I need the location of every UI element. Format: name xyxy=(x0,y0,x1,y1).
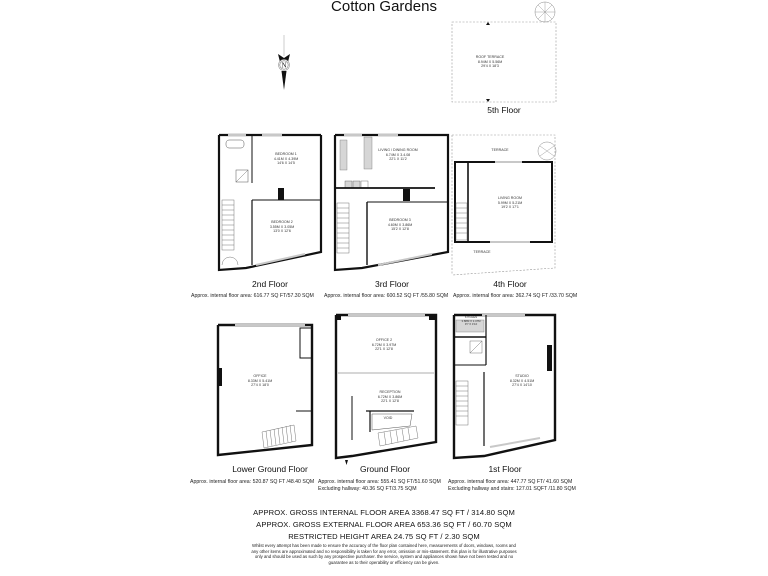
floor-name-3rd: 3rd Floor xyxy=(374,279,409,289)
room-dim-ft: 9'7 X 4'10 xyxy=(464,322,478,326)
room-terrace-bottom: TERRACE xyxy=(473,250,491,254)
room-void: VOID xyxy=(383,416,393,420)
room-dim-ft: 15'2 X 12'8 xyxy=(391,227,409,232)
north-arrow-icon xyxy=(278,35,290,90)
room-dim-ft: 13'0 X 12'6 xyxy=(273,229,291,234)
room-studio xyxy=(502,374,542,388)
page-title: Cotton Gardens xyxy=(331,0,437,15)
room-bedroom-3 xyxy=(380,218,420,232)
disclaimer: Whilst every attempt has been made to ensure the accuracy of the floor plan contained here, measurements of doors, windows, rooms and any other items are approximated and no responsibility is taken for any error, omission or mis-statement. this plan is for illustrative purposes only and should be used as such by any prospective purchaser. the service, system and appliances shown have not been tested and no guarantee as to their operability or efficiency can be given. xyxy=(251,543,517,565)
room-name: ROOF TERRACE xyxy=(475,55,505,59)
floor-name-1st: 1st Floor xyxy=(488,464,522,474)
room-name: STUDIO xyxy=(515,374,529,378)
room-name: BEDROOM 3 xyxy=(389,218,411,222)
area-lower-ground: Approx. internal floor area: 520.87 SQ FT /48.40 SQM xyxy=(190,479,315,485)
svg-text:N: N xyxy=(281,61,287,70)
area-1st: Approx. internal floor area: 447.77 SQ FT/ 41.60 SQM xyxy=(448,479,573,485)
room-dim-ft: 27'4 X 18'0 xyxy=(251,383,269,388)
room-dim-m: 6.72M X 3.97M xyxy=(371,342,397,347)
room-name: LIVING ROOM xyxy=(498,196,522,200)
room-roof-terrace xyxy=(470,55,510,69)
room-office xyxy=(240,374,280,388)
room-bedroom-1 xyxy=(266,152,306,166)
room-bedroom-2 xyxy=(262,220,302,234)
floor-name-5th: 5th Floor xyxy=(487,105,521,115)
room-dim-ft: 27'4 X 14'10 xyxy=(512,383,532,388)
room-dim-m: 6.72M X 3.86M xyxy=(377,394,403,399)
floor-name-ground: Ground Floor xyxy=(359,464,411,474)
room-dim-m: 8.94M X 5.56M xyxy=(477,59,503,64)
room-name: OFFICE 2 xyxy=(375,338,393,342)
room-name: BEDROOM 1 xyxy=(275,152,297,156)
room-dim-m: 8.32M X 4.51M xyxy=(509,378,535,383)
floor-name-lower-ground: Lower Ground Floor xyxy=(232,464,308,474)
room-dim-ft: 22'1 X 12'8 xyxy=(375,347,393,352)
room-kitchen xyxy=(456,316,486,327)
room-terrace-top: TERRACE xyxy=(491,148,509,152)
room-dim-m: 6.74M X 3.4.08 xyxy=(385,152,411,157)
restricted-height-area: RESTRICTED HEIGHT AREA 24.75 SQ FT / 2.30 SQM xyxy=(288,532,480,541)
room-name: KITCHEN xyxy=(464,315,478,319)
room-dim-ft: 19'2 X 17'1 xyxy=(501,205,519,210)
room-dim-ft: 14'6 X 14'5 xyxy=(277,161,295,166)
room-dim-m: 4.41M X 4.39M xyxy=(273,156,299,161)
room-living-room xyxy=(490,196,530,210)
room-name: OFFICE xyxy=(253,374,267,378)
area-2nd: Approx. internal floor area: 616.77 SQ FT/57.30 SQM xyxy=(191,293,314,299)
floor-name-4th: 4th Floor xyxy=(493,279,527,289)
room-dim-m: 3.88M X 1.47M xyxy=(461,318,481,323)
floor-name-2nd: 2nd Floor xyxy=(252,279,288,289)
lower-ground-floor-plan xyxy=(218,325,312,455)
area-ground-excl: Excluding hallway: 40.36 SQ FT/3.75 SQM xyxy=(318,486,417,492)
room-office-2 xyxy=(364,338,404,352)
room-dim-m: 5.99M X 5.21M xyxy=(497,200,523,205)
room-dim-m: 8.33M X 5.41M xyxy=(247,378,273,383)
room-living-dining xyxy=(376,148,420,162)
room-dim-ft: 22'1 X 12'8 xyxy=(381,399,399,404)
gross-internal-area: APPROX. GROSS INTERNAL FLOOR AREA 3368.47 SQ FT / 314.80 SQM xyxy=(253,508,515,517)
gross-external-area: APPROX. GROSS EXTERNAL FLOOR AREA 653.36 SQ FT / 60.70 SQM xyxy=(256,520,512,529)
room-name: RECEPTION xyxy=(379,390,401,394)
fifth-floor-plan xyxy=(452,2,556,102)
area-3rd: Approx. internal floor area: 600.52 SQ FT /55.80 SQM xyxy=(324,293,449,299)
room-dim-ft: 29'4 X 18'3 xyxy=(481,64,499,69)
room-name: BEDROOM 2 xyxy=(271,220,293,224)
room-name: LIVING / DINING ROOM xyxy=(378,148,418,152)
room-reception xyxy=(370,390,410,404)
area-1st-excl: Excluding hallway and stairs: 127.01 SQFT /11.80 SQM xyxy=(448,486,576,492)
room-dim-m: 4.60M X 3.86M xyxy=(387,222,413,227)
room-dim-m: 3.55M X 3.05M xyxy=(269,224,295,229)
area-4th: Approx. internal floor area: 362.74 SQ FT /33.70 SQM xyxy=(453,293,578,299)
room-dim-ft: 22'1 X 11'2 xyxy=(389,157,407,162)
area-ground: Approx. internal floor area: 555.41 SQ FT/51.60 SQM xyxy=(318,479,441,485)
